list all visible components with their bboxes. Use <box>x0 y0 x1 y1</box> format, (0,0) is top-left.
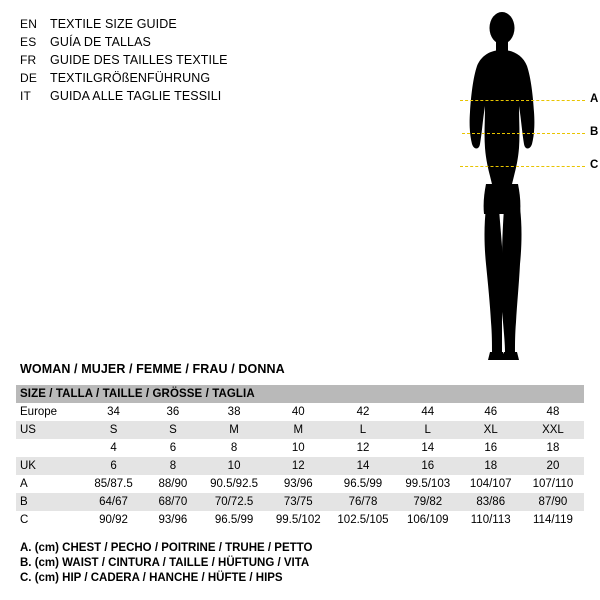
cell: 99.5/103 <box>396 475 460 493</box>
cell: 88/90 <box>144 475 202 493</box>
measure-line-c <box>460 166 585 167</box>
cell: M <box>266 421 330 439</box>
cell: 14 <box>330 457 396 475</box>
cell: XXL <box>522 421 584 439</box>
cell: 8 <box>202 439 267 457</box>
cell: 79/82 <box>396 493 460 511</box>
table-row <box>16 457 584 475</box>
legend-row <box>20 16 280 33</box>
cell: 104/107 <box>460 475 522 493</box>
cell: 40 <box>266 403 330 421</box>
table-row <box>16 421 584 439</box>
legend-code: IT <box>20 89 32 103</box>
legend-row <box>20 52 280 69</box>
cell: 110/113 <box>460 511 522 529</box>
cell: 12 <box>266 457 330 475</box>
cell: 4 <box>83 439 144 457</box>
cell: 6 <box>83 457 144 475</box>
cell: 106/109 <box>396 511 460 529</box>
female-silhouette-icon <box>440 8 580 368</box>
cell: 76/78 <box>330 493 396 511</box>
section-title: WOMAN / MUJER / FEMME / FRAU / DONNA <box>20 362 285 376</box>
table-row <box>16 403 584 421</box>
cell: 46 <box>460 403 522 421</box>
cell: 114/119 <box>522 511 584 529</box>
cell: 85/87.5 <box>83 475 144 493</box>
measure-line-a <box>460 100 585 101</box>
cell: 48 <box>522 403 584 421</box>
cell: 8 <box>144 457 202 475</box>
cell: 34 <box>83 403 144 421</box>
row-label: US <box>16 421 83 439</box>
cell: 83/86 <box>460 493 522 511</box>
figure-area <box>420 0 600 375</box>
row-label <box>16 439 83 457</box>
cell: 90/92 <box>83 511 144 529</box>
legend-code: EN <box>20 17 38 31</box>
cell: 20 <box>522 457 584 475</box>
cell: XL <box>460 421 522 439</box>
language-legend <box>20 16 280 106</box>
cell: 14 <box>396 439 460 457</box>
table-row <box>16 493 584 511</box>
note-line-c: C. (cm) HIP / CADERA / HANCHE / HÜFTE / HIPS <box>20 572 283 584</box>
cell: S <box>83 421 144 439</box>
legend-code: FR <box>20 53 37 67</box>
cell: 18 <box>460 457 522 475</box>
legend-text: TEXTILGRÖßENFÜHRUNG <box>50 71 211 85</box>
cell: L <box>396 421 460 439</box>
measure-label-a: A <box>590 93 599 105</box>
legend-row <box>20 70 280 87</box>
note-line-b: B. (cm) WAIST / CINTURA / TAILLE / HÜFTUNG / VITA <box>20 557 310 569</box>
size-table <box>16 385 584 529</box>
cell: 42 <box>330 403 396 421</box>
cell: 107/110 <box>522 475 584 493</box>
legend-text: TEXTILE SIZE GUIDE <box>50 17 177 31</box>
cell: 10 <box>202 457 267 475</box>
legend-text: GUIDE DES TAILLES TEXTILE <box>50 53 228 67</box>
legend-row <box>20 88 280 105</box>
table-row <box>16 511 584 529</box>
cell: 12 <box>330 439 396 457</box>
legend-code: DE <box>20 71 38 85</box>
cell: M <box>202 421 267 439</box>
table-row <box>16 475 584 493</box>
cell: 93/96 <box>144 511 202 529</box>
cell: 70/72.5 <box>202 493 267 511</box>
measure-line-b <box>462 133 585 134</box>
row-label: UK <box>16 457 83 475</box>
legend-code: ES <box>20 35 37 49</box>
cell: 36 <box>144 403 202 421</box>
measurement-notes <box>20 541 312 586</box>
table-header-row <box>16 385 584 403</box>
cell: 16 <box>460 439 522 457</box>
measure-label-b: B <box>590 126 599 138</box>
measure-label-c: C <box>590 159 599 171</box>
cell: 68/70 <box>144 493 202 511</box>
cell: 96.5/99 <box>330 475 396 493</box>
legend-row <box>20 34 280 51</box>
cell: 87/90 <box>522 493 584 511</box>
cell: 6 <box>144 439 202 457</box>
cell: 93/96 <box>266 475 330 493</box>
row-label: Europe <box>16 403 83 421</box>
cell: 73/75 <box>266 493 330 511</box>
table-row <box>16 439 584 457</box>
table-header-cell: SIZE / TALLA / TAILLE / GRÖSSE / TAGLIA <box>16 385 584 403</box>
cell: 18 <box>522 439 584 457</box>
cell: 10 <box>266 439 330 457</box>
cell: S <box>144 421 202 439</box>
cell: 16 <box>396 457 460 475</box>
size-table-wrapper <box>16 385 584 529</box>
cell: 44 <box>396 403 460 421</box>
row-label: B <box>16 493 83 511</box>
cell: 102.5/105 <box>330 511 396 529</box>
cell: 38 <box>202 403 267 421</box>
note-line-a: A. (cm) CHEST / PECHO / POITRINE / TRUHE / PETTO <box>20 542 313 554</box>
legend-text: GUIDA ALLE TAGLIE TESSILI <box>50 89 222 103</box>
cell: 90.5/92.5 <box>202 475 267 493</box>
cell: L <box>330 421 396 439</box>
row-label: A <box>16 475 83 493</box>
cell: 64/67 <box>83 493 144 511</box>
row-label: C <box>16 511 83 529</box>
legend-text: GUÍA DE TALLAS <box>50 35 151 49</box>
cell: 99.5/102 <box>266 511 330 529</box>
cell: 96.5/99 <box>202 511 267 529</box>
